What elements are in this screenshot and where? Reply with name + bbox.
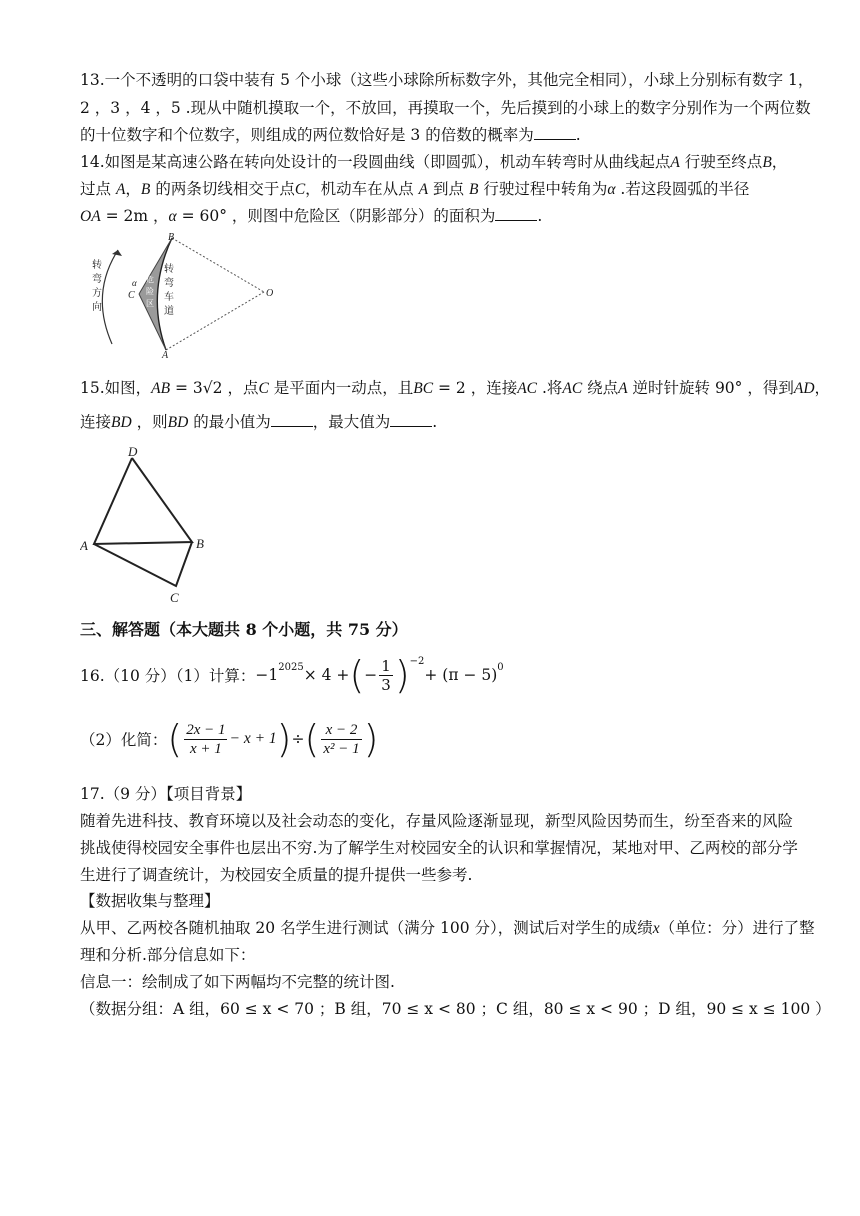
section-heading: 三、解答题（本大题共 8 个小题，共 75 分）: [80, 620, 408, 639]
svg-text:向: 向: [92, 302, 102, 313]
triangle-abd: [94, 458, 192, 544]
label-c: C: [170, 590, 179, 605]
answer-blank: [534, 125, 576, 140]
label-alpha: α: [132, 278, 137, 288]
q17-bg-line2: 挑战使得校园安全事件也层出不穷.为了解学生对校园安全的认识和掌握情况，某地对甲、乙两校的部分学: [80, 839, 798, 857]
fraction: $\frac{x - 2}{\text{x² − 1}}$: [323, 721, 360, 757]
label-o: O: [266, 288, 274, 299]
fraction: $\frac{1}{3}$: [381, 656, 391, 694]
danger-zone-text: [146, 274, 154, 308]
q14-figure: [84, 232, 284, 360]
turn-direction-text: [92, 258, 102, 313]
fraction: $\frac{2x - 1}{x + 1}$: [186, 721, 226, 757]
q14-line2: 过点 A，B 的两条切线相交于点C，机动车在从点 A 到点 B 行驶过程中转角为α .若这段圆弧的半径: [80, 180, 750, 198]
triangle-abc: [94, 542, 192, 586]
q16-part2: （2）化简： ( $\frac{2x - 1}{x + 1}$ − x + 1 ) ÷ ( $\frac{x - 2}{\text{x² − 1}}$ ): [80, 717, 379, 761]
svg-text:弯: 弯: [92, 274, 102, 285]
svg-text:方: 方: [92, 288, 102, 299]
svg-text:弯: 弯: [164, 278, 174, 289]
q17-data-heading: 【数据收集与整理】: [80, 892, 220, 910]
q16-part1: 16.（10 分）（1）计算： −1 $^{2025}$ × 4 + ( − $\frac{1}{3}$ ) $^{-2}$ + (π − 5) $^0$: [80, 653, 504, 697]
label-b: B: [196, 536, 204, 551]
q17-heading: 17.（9 分）【项目背景】: [80, 785, 252, 803]
label-d: D: [128, 444, 138, 459]
q15-figure: [80, 442, 220, 607]
answer-blank-min: [271, 412, 313, 427]
svg-text:车: 车: [164, 292, 174, 303]
svg-text:区: 区: [146, 299, 154, 308]
q17-data-line1: 从甲、乙两校各随机抽取 20 名学生进行测试（满分 100 分），测试后对学生的成绩x（单位：分）进行了整: [80, 919, 815, 937]
svg-text:道: 道: [164, 306, 174, 317]
svg-text:险: 险: [146, 287, 154, 296]
label-c: C: [128, 290, 135, 301]
q17-bg-line1: 随着先进科技、教育环境以及社会动态的变化，存量风险逐渐显现，新型风险因势而生，纷至沓来的风险: [80, 812, 794, 830]
turn-lane-text: [164, 262, 174, 317]
q13-line1: 13.一个不透明的口袋中装有 5 个小球（这些小球除所标数字外，其他完全相同），小球上分别标有数字 1，: [80, 71, 814, 89]
svg-text:转: 转: [164, 264, 174, 275]
label-b: B: [168, 232, 175, 243]
label-a: A: [80, 538, 88, 553]
q15-line1: 15.如图，AB = 3√2 ，点C 是平面内一动点，且BC = 2 ，连接AC .将AC 绕点A 逆时针旋转 90° ，得到AD，: [80, 379, 831, 397]
q17-groups: （数据分组：A 组，60 ≤ x < 70 ；B 组，70 ≤ x < 80 ；C 组，80 ≤ x < 90 ；D 组，90 ≤ x ≤ 100 ）: [80, 1000, 831, 1018]
turn-arrow: [102, 250, 118, 344]
q17-data-line2: 理和分析.部分信息如下：: [80, 946, 256, 964]
answer-blank-max: [390, 412, 432, 427]
q14-line3: OA = 2m ，α = 60° ，则图中危险区（阴影部分）的面积为 .: [80, 207, 543, 225]
svg-text:转: 转: [92, 260, 102, 271]
q17-bg-line3: 生进行了调查统计，为校园安全质量的提升提供一些参考.: [80, 866, 473, 884]
q17-info1: 信息一：绘制成了如下两幅均不完整的统计图.: [80, 973, 395, 991]
q14-line1: 14.如图是某高速公路在转向处设计的一段圆曲线（即圆弧），机动车转弯时从曲线起点A 行驶至终点B，: [80, 153, 788, 171]
q15-line2: 连接BD ，则BD 的最小值为 ，最大值为 .: [80, 413, 438, 431]
q13-line3: 的十位数字和个位数字，则组成的两位数恰好是 3 的倍数的概率为 .: [80, 126, 581, 144]
svg-text:危: 危: [146, 275, 154, 284]
q13-line2: 2 ，3 ，4 ，5 .现从中随机摸取一个，不放回，再摸取一个，先后摸到的小球上的数字分别作为一个两位数: [80, 99, 811, 117]
label-a: A: [162, 350, 169, 360]
answer-blank: [495, 206, 537, 221]
